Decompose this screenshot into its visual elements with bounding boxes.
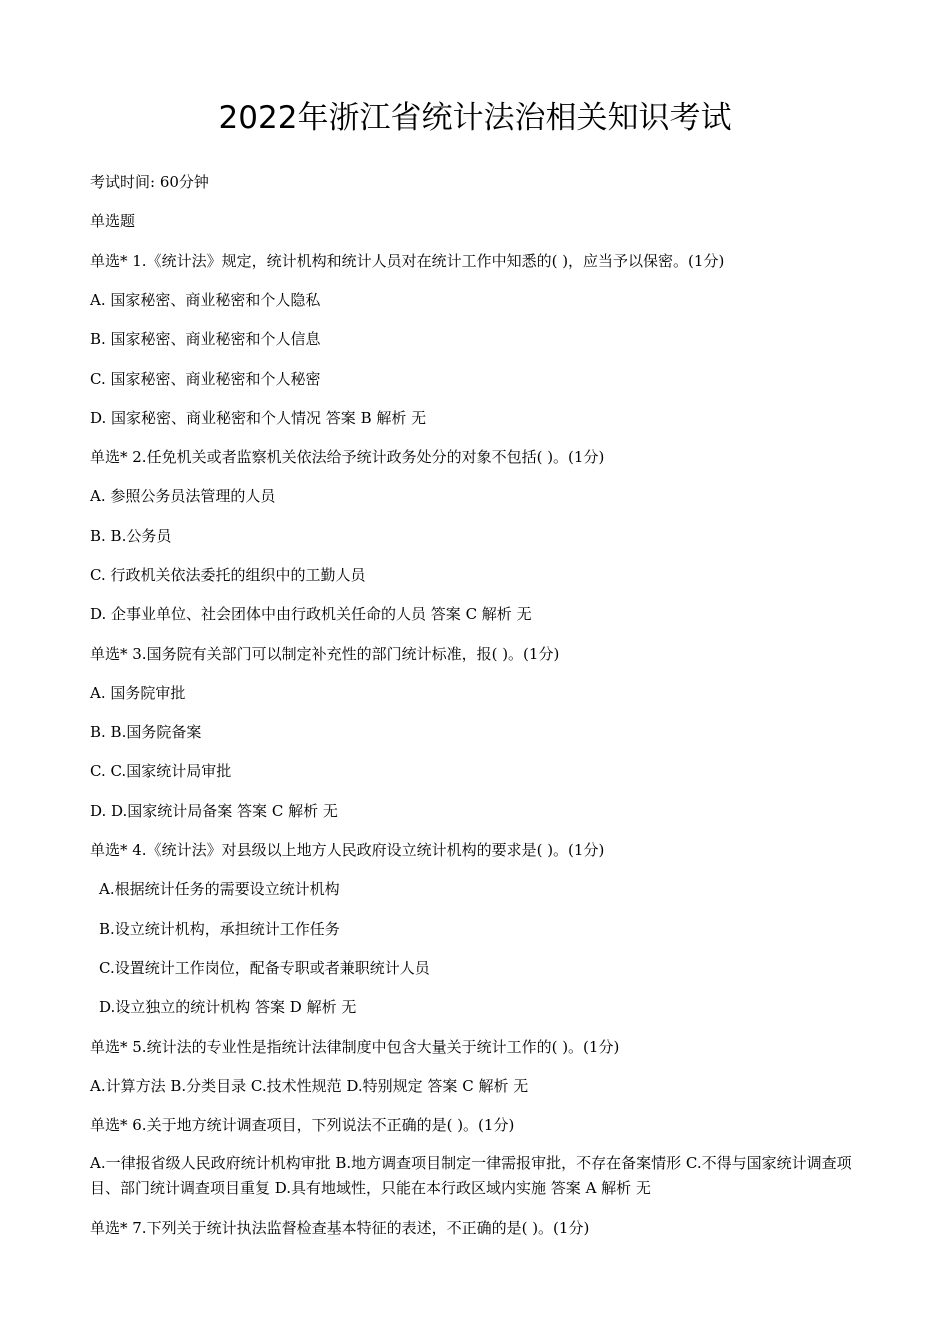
exam-time: 考试时间: 60分钟 bbox=[90, 173, 209, 191]
section-heading: 单选题 bbox=[90, 212, 136, 230]
q1-option-a: A. 国家秘密、商业秘密和个人隐私 bbox=[90, 291, 321, 309]
q3-option-a: A. 国务院审批 bbox=[90, 684, 186, 702]
q4-option-c: C.设置统计工作岗位，配备专职或者兼职统计人员 bbox=[99, 959, 430, 977]
q6-options-answer: A.一律报省级人民政府统计机构审批 B.地方调查项目制定一律需报审批，不存在备案情形 C.不得与国家统计调查项目、部门统计调查项目重复 D.具有地域性，只能在本行政区域内实施 答案 A 解析 无 bbox=[90, 1154, 852, 1197]
q3-option-d-answer: D. D.国家统计局备案 答案 C 解析 无 bbox=[90, 802, 338, 820]
q3-option-b: B. B.国务院备案 bbox=[90, 723, 202, 741]
q1-option-d-answer: D. 国家秘密、商业秘密和个人情况 答案 B 解析 无 bbox=[90, 409, 427, 427]
document-title: 2022年浙江省统计法治相关知识考试 bbox=[218, 100, 732, 136]
question-3: 单选* 3.国务院有关部门可以制定补充性的部门统计标准，报( )。(1分) bbox=[90, 645, 560, 663]
question-6: 单选* 6.关于地方统计调查项目，下列说法不正确的是( )。(1分) bbox=[90, 1116, 515, 1134]
q1-option-b: B. 国家秘密、商业秘密和个人信息 bbox=[90, 330, 321, 348]
q2-option-b: B. B.公务员 bbox=[90, 527, 172, 545]
question-1: 单选* 1.《统计法》规定，统计机构和统计人员对在统计工作中知悉的( )，应当予以保密。(1分) bbox=[90, 252, 725, 270]
q2-option-c: C. 行政机关依法委托的组织中的工勤人员 bbox=[90, 566, 366, 584]
question-4: 单选* 4.《统计法》对县级以上地方人民政府设立统计机构的要求是( )。(1分) bbox=[90, 841, 605, 859]
question-2: 单选* 2.任免机关或者监察机关依法给予统计政务处分的对象不包括( )。(1分) bbox=[90, 448, 605, 466]
q5-options-answer: A.计算方法 B.分类目录 C.技术性规范 D.特别规定 答案 C 解析 无 bbox=[90, 1077, 529, 1095]
q4-option-b: B.设立统计机构，承担统计工作任务 bbox=[99, 920, 340, 938]
q3-option-c: C. C.国家统计局审批 bbox=[90, 762, 232, 780]
q1-option-c: C. 国家秘密、商业秘密和个人秘密 bbox=[90, 370, 321, 388]
q2-option-a: A. 参照公务员法管理的人员 bbox=[90, 487, 276, 505]
q4-option-a: A.根据统计任务的需要设立统计机构 bbox=[99, 880, 340, 898]
question-7: 单选* 7.下列关于统计执法监督检查基本特征的表述，不正确的是( )。(1分) bbox=[90, 1219, 590, 1237]
q4-option-d-answer: D.设立独立的统计机构 答案 D 解析 无 bbox=[99, 998, 357, 1016]
question-5: 单选* 5.统计法的专业性是指统计法律制度中包含大量关于统计工作的( )。(1分) bbox=[90, 1038, 620, 1056]
q2-option-d-answer: D. 企事业单位、社会团体中由行政机关任命的人员 答案 C 解析 无 bbox=[90, 605, 532, 623]
